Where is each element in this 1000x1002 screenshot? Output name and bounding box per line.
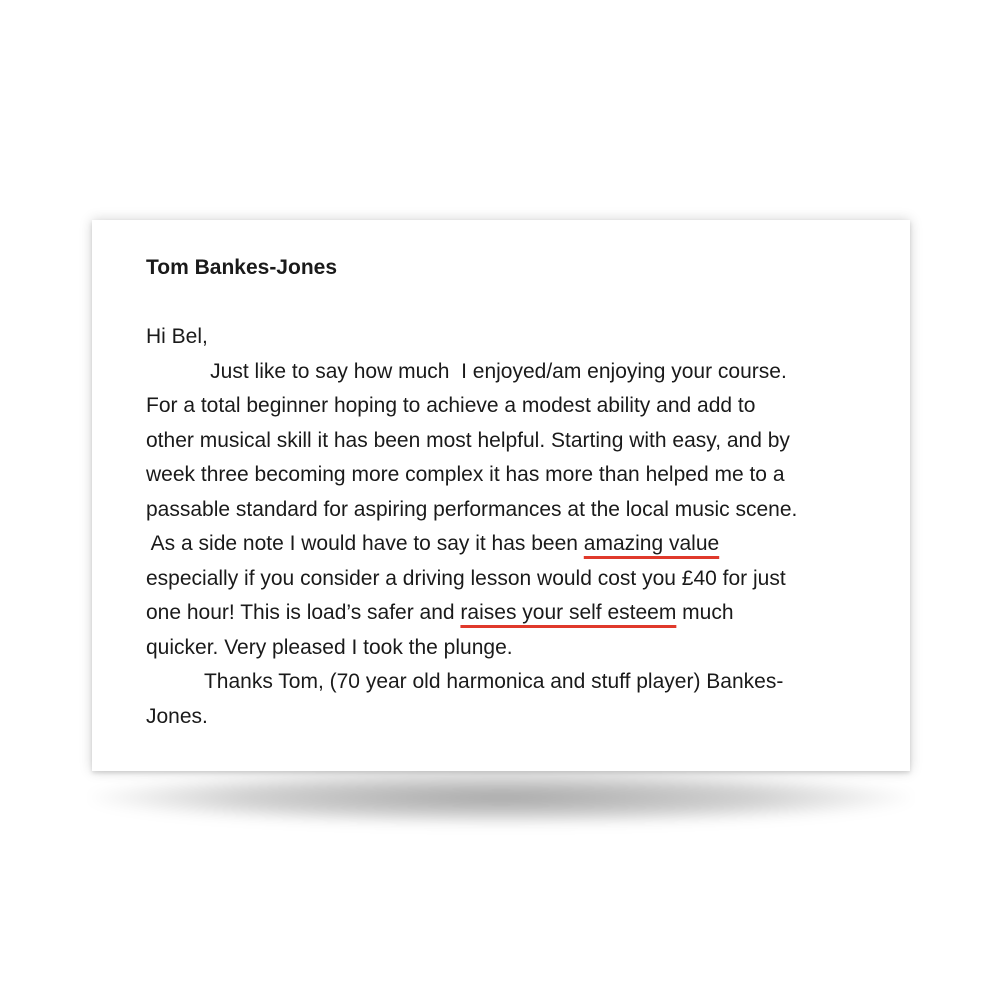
letter-line-9: quicker. Very pleased I took the plunge. [146,635,513,659]
letter-line-5: passable standard for aspiring performances at the local music scene. [146,497,798,521]
letter-line-8 [146,596,886,631]
letter-body [146,320,886,734]
highlight-self-esteem: raises your self esteem [460,601,677,624]
letter-line-1: Just like to say how much I enjoyed/am enjoying your course. [146,359,787,383]
letter-line-6-text: As a side note I would have to say it has been [146,532,584,555]
letter-line-4: week three becoming more complex it has more than helped me to a [146,463,785,486]
letter-line-7: especially if you consider a driving lesson would cost you £40 for just [146,566,786,590]
letter-line-6 [146,527,886,562]
letter-line-3: other musical skill it has been most helpful. Starting with easy, and by [146,428,790,452]
signoff-line: Thanks Tom, (70 year old harmonica and stuff player) Bankes- [146,670,784,693]
testimonial-card [92,220,910,771]
signoff-continuation: Jones. [146,704,208,728]
highlight-amazing-value: amazing value [583,532,720,555]
author-name: Tom Bankes-Jones [146,256,337,279]
letter-line-2: For a total beginner hoping to achieve a modest ability and add to [146,394,756,417]
greeting: Hi Bel, [146,325,208,348]
letter-line-8-end: much [676,601,734,624]
card-shadow [88,770,914,825]
letter-line-8-text: one hour! This is load’s safer and [146,601,461,624]
